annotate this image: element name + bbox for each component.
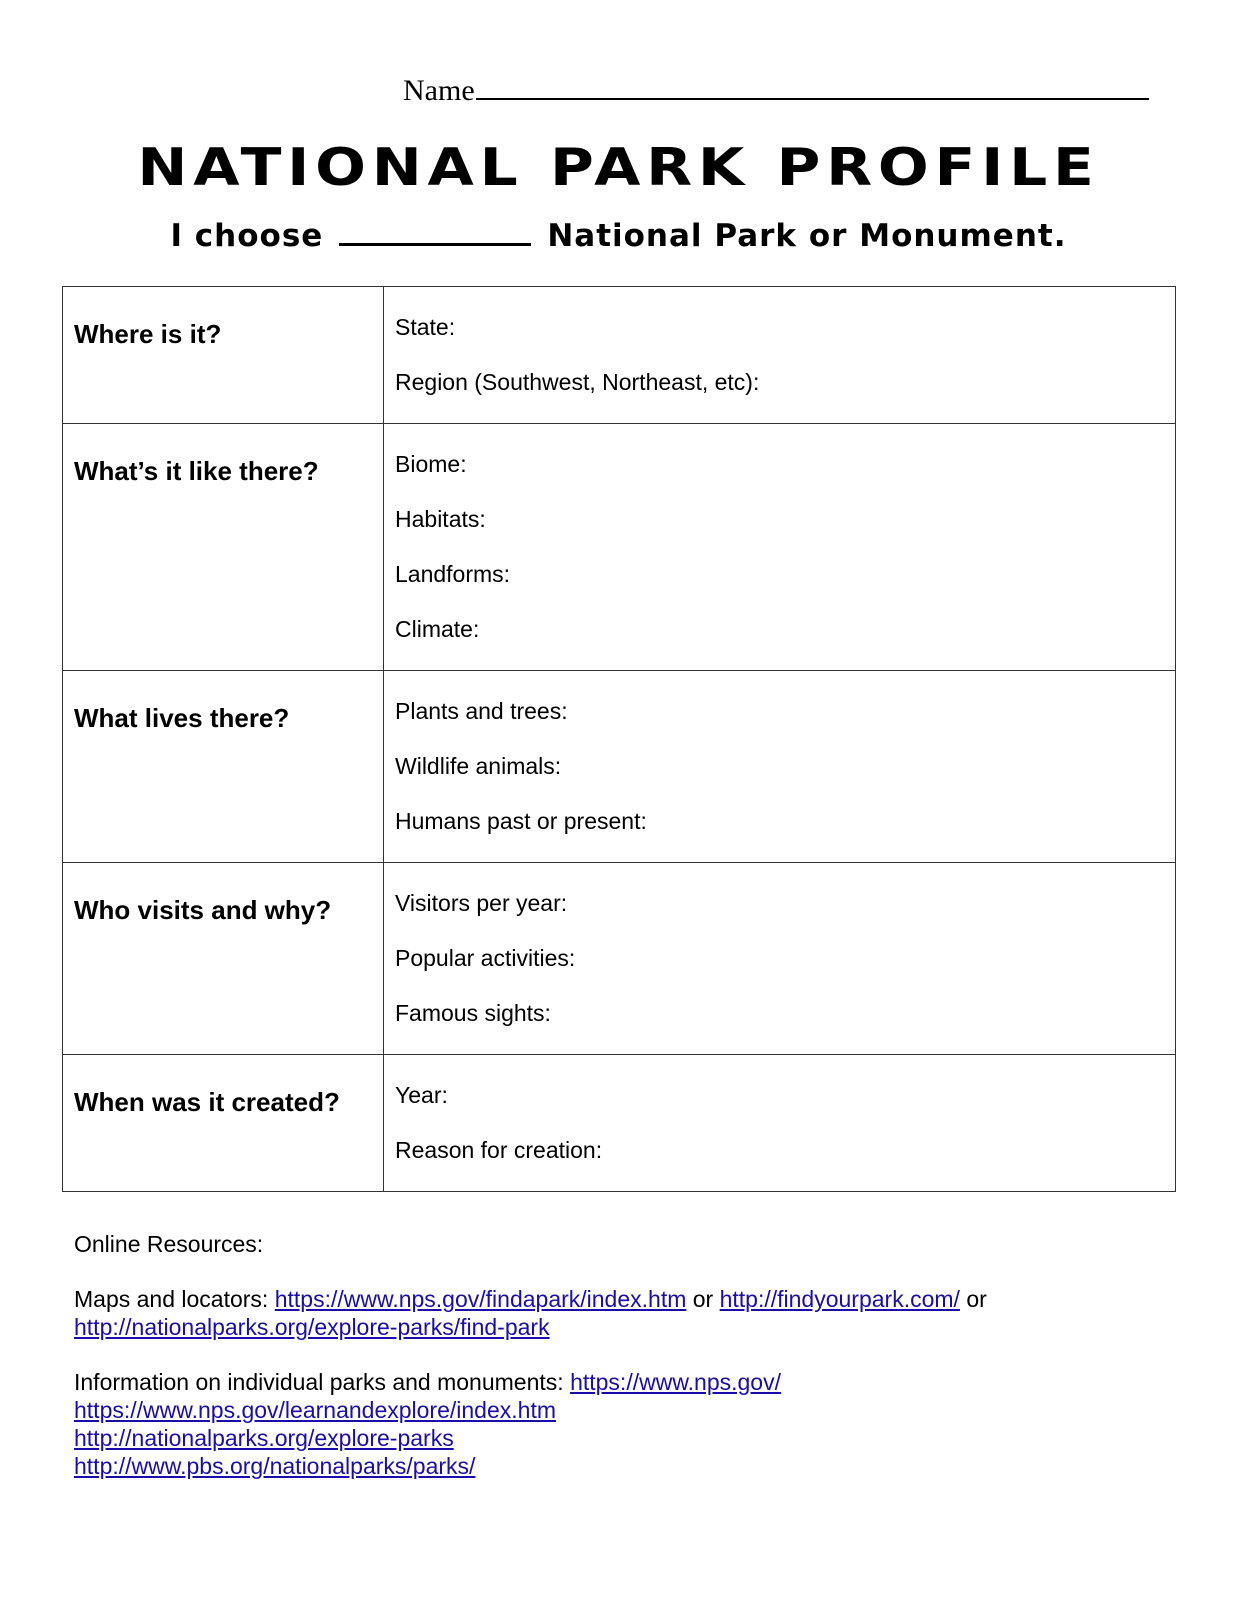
choose-sentence [0, 218, 1237, 254]
field-label: Reason for creation: [395, 1137, 603, 1163]
table-row [63, 671, 1176, 863]
or-text: or [966, 1286, 987, 1312]
field-label: Habitats: [395, 506, 486, 532]
name-blank-line[interactable] [476, 70, 1149, 100]
question-cell [63, 287, 384, 424]
field-label: Climate: [395, 616, 480, 642]
table-row [63, 1055, 1176, 1192]
table-row [63, 863, 1176, 1055]
answer-cell[interactable] [384, 287, 1176, 424]
question-cell [63, 671, 384, 863]
question-cell [63, 1055, 384, 1192]
field-label: Plants and trees: [395, 698, 568, 724]
answer-cell[interactable] [384, 671, 1176, 863]
question-label: Who visits and why? [74, 895, 332, 925]
link-nps-learnandexplore[interactable]: https://www.nps.gov/learnandexplore/index.htm [74, 1397, 556, 1423]
table-row [63, 424, 1176, 671]
choose-prefix: I choose [170, 218, 324, 254]
resources-heading: Online Resources: [74, 1231, 264, 1257]
field-label: Humans past or present: [395, 808, 647, 834]
link-pbs-nationalparks[interactable]: http://www.pbs.org/nationalparks/parks/ [74, 1453, 476, 1479]
field-label: Region (Southwest, Northeast, etc): [395, 369, 760, 395]
page-title: NATIONAL PARK PROFILE [137, 138, 1100, 198]
link-nationalparks-explore[interactable]: http://nationalparks.org/explore-parks [74, 1425, 454, 1451]
field-label: State: [395, 314, 456, 340]
field-label: Popular activities: [395, 945, 576, 971]
link-findyourpark[interactable]: http://findyourpark.com/ [719, 1286, 960, 1312]
info-paragraph [74, 1368, 1184, 1480]
link-nps-home[interactable]: https://www.nps.gov/ [570, 1369, 781, 1395]
maps-label: Maps and locators: [74, 1286, 269, 1312]
park-choice-blank[interactable] [339, 219, 531, 246]
maps-paragraph [74, 1285, 1184, 1341]
link-nps-findapark[interactable]: https://www.nps.gov/findapark/index.htm [274, 1286, 687, 1312]
answer-cell[interactable] [384, 424, 1176, 671]
question-label: When was it created? [74, 1087, 340, 1117]
link-nationalparks-find-park[interactable]: http://nationalparks.org/explore-parks/find-park [74, 1314, 550, 1340]
answer-cell[interactable] [384, 863, 1176, 1055]
question-label: What lives there? [74, 703, 290, 733]
question-label: Where is it? [74, 319, 222, 349]
question-cell [63, 863, 384, 1055]
field-label: Wildlife animals: [395, 753, 562, 779]
field-label: Famous sights: [395, 1000, 551, 1026]
table-row [63, 287, 1176, 424]
info-label: Information on individual parks and monuments: [74, 1369, 564, 1395]
answer-cell[interactable] [384, 1055, 1176, 1192]
name-label: Name [403, 74, 475, 107]
choose-suffix: National Park or Monument. [547, 218, 1067, 254]
or-text: or [692, 1286, 714, 1312]
question-cell [63, 424, 384, 671]
name-field [403, 70, 1149, 108]
field-label: Biome: [395, 451, 467, 477]
online-resources [74, 1230, 1184, 1480]
question-label: What’s it like there? [74, 456, 319, 486]
field-label: Landforms: [395, 561, 511, 587]
field-label: Year: [395, 1082, 448, 1108]
field-label: Visitors per year: [395, 890, 568, 916]
profile-table [62, 286, 1176, 1192]
